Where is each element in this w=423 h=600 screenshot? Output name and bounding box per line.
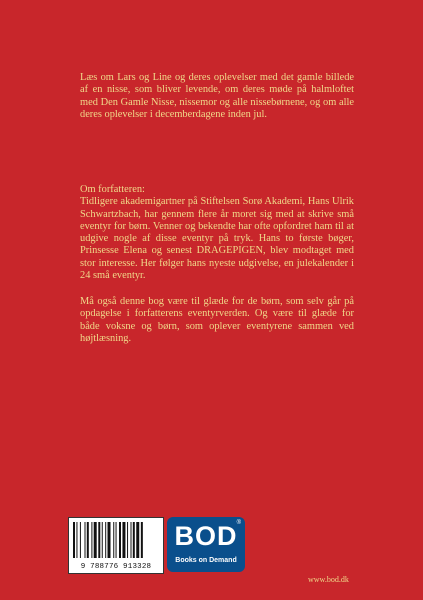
barcode-bar: [91, 522, 92, 558]
isbn-barcode: [68, 517, 164, 574]
barcode-bar: [116, 522, 117, 558]
barcode-bar: [133, 522, 135, 558]
publisher-logo: [167, 517, 245, 572]
barcode-bar: [119, 522, 121, 558]
barcode-bar: [105, 522, 106, 558]
barcode-bars-icon: [73, 522, 159, 558]
closing-paragraph: [80, 296, 354, 345]
publisher-website: www.bod.dk: [308, 575, 349, 584]
author-bio: Tidligere akademigartner på Stiftelsen Sorø Akademi, Hans Ulrik Schwartzbach, har gennem flere år moret sig med at skrive små eventyr for børn. Venner og bekendte har ofte opfordret ham til at udgive nogle af disse eventyr på tryk. Hans to første bøger, Prinsesse Elena og senest DRAGEPIGEN, blev modtaget med stor interesse. Her følger hans nyeste udgivelse, en julekalender i 24 små eventyr.: [80, 196, 354, 282]
barcode-bar: [102, 522, 103, 558]
barcode-bar: [73, 522, 75, 558]
barcode-bar: [136, 522, 139, 558]
barcode-bar: [108, 522, 111, 558]
author-section: [80, 184, 354, 282]
barcode-bar: [85, 522, 86, 558]
author-heading: Om forfatteren:: [80, 184, 145, 195]
barcode-bar: [76, 522, 77, 558]
barcode-bar: [80, 522, 81, 558]
barcode-bar: [113, 522, 114, 558]
barcode-bar: [87, 522, 89, 558]
publisher-logo-mark: BOD: [174, 521, 238, 551]
blurb-text: Læs om Lars og Line og deres oplevelser med det gamle billede af en nisse, som bliver levende, om deres møde på halmloftet med Den Gamle Nisse, nissemor og alle nissebørnene, og om alle deres oplevelser i decemberdagene inden jul.: [80, 72, 354, 120]
barcode-bar: [141, 522, 143, 558]
barcode-bar: [131, 522, 132, 558]
barcode-bar: [127, 522, 128, 558]
closing-text: Må også denne bog være til glæde for de børn, som selv går på opdagelse i forfatterens eventyrverden. Og være til glæde for både voksne og børn, som oplever eventyrene sammen ved højtlæsning.: [80, 296, 354, 344]
publisher-tagline: Books on Demand: [175, 557, 237, 564]
trademark-symbol: ®: [236, 520, 241, 526]
book-blurb: [80, 72, 354, 121]
barcode-bar: [98, 522, 100, 558]
isbn-number: 9 788776 913328: [80, 563, 152, 571]
barcode-bar: [122, 522, 125, 558]
barcode-bar: [94, 522, 97, 558]
